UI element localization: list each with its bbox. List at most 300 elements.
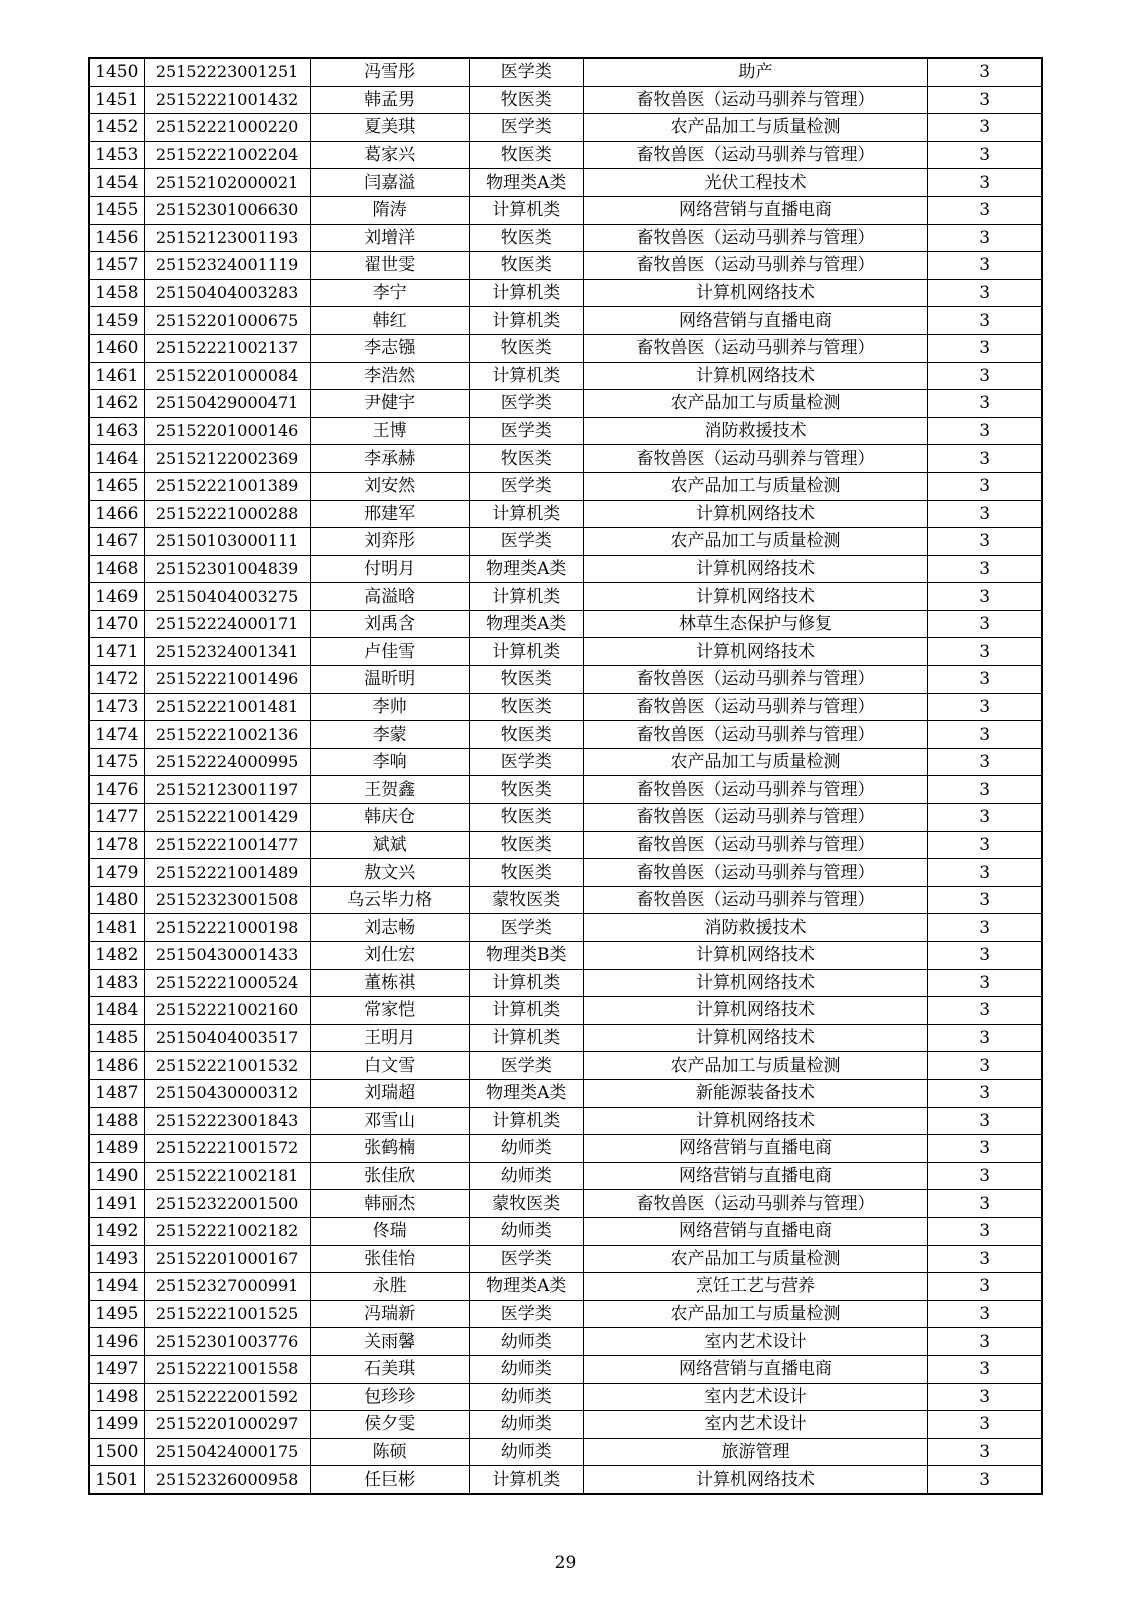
major-cell: 计算机网络技术 <box>583 997 928 1025</box>
major-cell: 计算机网络技术 <box>583 500 928 528</box>
row-number-cell: 1458 <box>89 279 144 307</box>
major-cell: 畜牧兽医（运动马驯养与管理） <box>583 859 928 887</box>
category-cell: 医学类 <box>469 748 583 776</box>
category-cell: 蒙牧医类 <box>469 886 583 914</box>
major-cell: 农产品加工与质量检测 <box>583 748 928 776</box>
student-id-cell: 25150404003283 <box>144 279 310 307</box>
student-id-cell: 25152221001525 <box>144 1300 310 1328</box>
name-cell: 王贺鑫 <box>310 776 469 804</box>
name-cell: 李浩然 <box>310 362 469 390</box>
score-cell: 3 <box>928 196 1042 224</box>
table-row <box>89 638 1042 666</box>
name-cell: 韩孟男 <box>310 86 469 114</box>
name-cell: 乌云毕力格 <box>310 886 469 914</box>
table-row <box>89 86 1042 114</box>
category-cell: 计算机类 <box>469 279 583 307</box>
student-id-cell: 25152221001481 <box>144 693 310 721</box>
score-cell: 3 <box>928 1052 1042 1080</box>
table-row <box>89 886 1042 914</box>
category-cell: 医学类 <box>469 114 583 142</box>
score-cell: 3 <box>928 1438 1042 1466</box>
row-number-cell: 1450 <box>89 58 144 86</box>
table-row <box>89 693 1042 721</box>
name-cell: 李响 <box>310 748 469 776</box>
name-cell: 董栋祺 <box>310 969 469 997</box>
score-cell: 3 <box>928 859 1042 887</box>
row-number-cell: 1459 <box>89 307 144 335</box>
table-row <box>89 169 1042 197</box>
major-cell: 畜牧兽医（运动马驯养与管理） <box>583 1190 928 1218</box>
score-cell: 3 <box>928 776 1042 804</box>
name-cell: 敖文兴 <box>310 859 469 887</box>
major-cell: 计算机网络技术 <box>583 969 928 997</box>
name-cell: 李帅 <box>310 693 469 721</box>
table-row <box>89 1273 1042 1301</box>
row-number-cell: 1462 <box>89 390 144 418</box>
category-cell: 计算机类 <box>469 307 583 335</box>
category-cell: 幼师类 <box>469 1411 583 1439</box>
row-number-cell: 1492 <box>89 1217 144 1245</box>
category-cell: 医学类 <box>469 1300 583 1328</box>
table-row <box>89 1217 1042 1245</box>
major-cell: 网络营销与直播电商 <box>583 1217 928 1245</box>
student-id-cell: 25152223001843 <box>144 1107 310 1135</box>
category-cell: 牧医类 <box>469 86 583 114</box>
score-cell: 3 <box>928 252 1042 280</box>
major-cell: 农产品加工与质量检测 <box>583 472 928 500</box>
row-number-cell: 1482 <box>89 942 144 970</box>
category-cell: 医学类 <box>469 58 583 86</box>
category-cell: 医学类 <box>469 528 583 556</box>
name-cell: 王明月 <box>310 1024 469 1052</box>
row-number-cell: 1487 <box>89 1079 144 1107</box>
table-row <box>89 721 1042 749</box>
major-cell: 农产品加工与质量检测 <box>583 528 928 556</box>
student-id-cell: 25152221000198 <box>144 914 310 942</box>
score-cell: 3 <box>928 1135 1042 1163</box>
student-id-cell: 25152201000675 <box>144 307 310 335</box>
table-row <box>89 1383 1042 1411</box>
major-cell: 畜牧兽医（运动马驯养与管理） <box>583 666 928 694</box>
major-cell: 室内艺术设计 <box>583 1328 928 1356</box>
name-cell: 张佳欣 <box>310 1162 469 1190</box>
name-cell: 石美琪 <box>310 1355 469 1383</box>
category-cell: 幼师类 <box>469 1135 583 1163</box>
table-row <box>89 390 1042 418</box>
name-cell: 葛家兴 <box>310 141 469 169</box>
major-cell: 畜牧兽医（运动马驯养与管理） <box>583 804 928 832</box>
table-row <box>89 1355 1042 1383</box>
name-cell: 刘志畅 <box>310 914 469 942</box>
major-cell: 农产品加工与质量检测 <box>583 114 928 142</box>
category-cell: 牧医类 <box>469 224 583 252</box>
student-id-cell: 25152221002182 <box>144 1217 310 1245</box>
student-id-cell: 25150430001433 <box>144 942 310 970</box>
table-row <box>89 472 1042 500</box>
score-cell: 3 <box>928 1190 1042 1218</box>
name-cell: 包珍珍 <box>310 1383 469 1411</box>
student-id-cell: 25152123001193 <box>144 224 310 252</box>
row-number-cell: 1489 <box>89 1135 144 1163</box>
row-number-cell: 1463 <box>89 417 144 445</box>
score-cell: 3 <box>928 555 1042 583</box>
major-cell: 网络营销与直播电商 <box>583 1355 928 1383</box>
row-number-cell: 1465 <box>89 472 144 500</box>
student-id-cell: 25152221001489 <box>144 859 310 887</box>
student-id-cell: 25152324001119 <box>144 252 310 280</box>
student-id-cell: 25150404003517 <box>144 1024 310 1052</box>
table-row <box>89 748 1042 776</box>
table-row <box>89 224 1042 252</box>
row-number-cell: 1480 <box>89 886 144 914</box>
score-cell: 3 <box>928 169 1042 197</box>
row-number-cell: 1479 <box>89 859 144 887</box>
major-cell: 农产品加工与质量检测 <box>583 1245 928 1273</box>
major-cell: 网络营销与直播电商 <box>583 196 928 224</box>
score-cell: 3 <box>928 1273 1042 1301</box>
student-id-cell: 25152201000297 <box>144 1411 310 1439</box>
student-id-cell: 25150430000312 <box>144 1079 310 1107</box>
category-cell: 医学类 <box>469 914 583 942</box>
row-number-cell: 1484 <box>89 997 144 1025</box>
name-cell: 陈硕 <box>310 1438 469 1466</box>
major-cell: 网络营销与直播电商 <box>583 1135 928 1163</box>
score-cell: 3 <box>928 1217 1042 1245</box>
category-cell: 医学类 <box>469 390 583 418</box>
table-row <box>89 1438 1042 1466</box>
name-cell: 永胜 <box>310 1273 469 1301</box>
major-cell: 计算机网络技术 <box>583 279 928 307</box>
major-cell: 畜牧兽医（运动马驯养与管理） <box>583 721 928 749</box>
student-id-cell: 25152221001532 <box>144 1052 310 1080</box>
row-number-cell: 1452 <box>89 114 144 142</box>
major-cell: 光伏工程技术 <box>583 169 928 197</box>
row-number-cell: 1457 <box>89 252 144 280</box>
category-cell: 幼师类 <box>469 1355 583 1383</box>
category-cell: 牧医类 <box>469 141 583 169</box>
table-row <box>89 1135 1042 1163</box>
category-cell: 牧医类 <box>469 804 583 832</box>
name-cell: 王博 <box>310 417 469 445</box>
student-id-cell: 25152221000524 <box>144 969 310 997</box>
table-row <box>89 969 1042 997</box>
table-row <box>89 1328 1042 1356</box>
category-cell: 物理类A类 <box>469 555 583 583</box>
category-cell: 计算机类 <box>469 997 583 1025</box>
name-cell: 翟世雯 <box>310 252 469 280</box>
row-number-cell: 1461 <box>89 362 144 390</box>
score-cell: 3 <box>928 1411 1042 1439</box>
table-row <box>89 804 1042 832</box>
table-row <box>89 1245 1042 1273</box>
row-number-cell: 1488 <box>89 1107 144 1135</box>
major-cell: 计算机网络技术 <box>583 583 928 611</box>
student-id-cell: 25152224000995 <box>144 748 310 776</box>
table-row <box>89 141 1042 169</box>
score-cell: 3 <box>928 583 1042 611</box>
student-id-cell: 25152222001592 <box>144 1383 310 1411</box>
row-number-cell: 1460 <box>89 334 144 362</box>
name-cell: 冯雪彤 <box>310 58 469 86</box>
table-row <box>89 555 1042 583</box>
major-cell: 畜牧兽医（运动马驯养与管理） <box>583 141 928 169</box>
name-cell: 张佳怡 <box>310 1245 469 1273</box>
major-cell: 畜牧兽医（运动马驯养与管理） <box>583 334 928 362</box>
row-number-cell: 1499 <box>89 1411 144 1439</box>
major-cell: 计算机网络技术 <box>583 362 928 390</box>
score-cell: 3 <box>928 307 1042 335</box>
major-cell: 旅游管理 <box>583 1438 928 1466</box>
name-cell: 邓雪山 <box>310 1107 469 1135</box>
student-id-cell: 25152301004839 <box>144 555 310 583</box>
category-cell: 物理类A类 <box>469 1079 583 1107</box>
table-row <box>89 831 1042 859</box>
score-cell: 3 <box>928 666 1042 694</box>
category-cell: 幼师类 <box>469 1217 583 1245</box>
major-cell: 计算机网络技术 <box>583 638 928 666</box>
name-cell: 韩庆仓 <box>310 804 469 832</box>
score-cell: 3 <box>928 334 1042 362</box>
category-cell: 计算机类 <box>469 583 583 611</box>
row-number-cell: 1497 <box>89 1355 144 1383</box>
score-cell: 3 <box>928 1079 1042 1107</box>
major-cell: 消防救援技术 <box>583 914 928 942</box>
table-row <box>89 1190 1042 1218</box>
table-row <box>89 334 1042 362</box>
row-number-cell: 1498 <box>89 1383 144 1411</box>
category-cell: 牧医类 <box>469 334 583 362</box>
student-id-cell: 25152102000021 <box>144 169 310 197</box>
category-cell: 计算机类 <box>469 1466 583 1494</box>
name-cell: 刘弈彤 <box>310 528 469 556</box>
score-cell: 3 <box>928 1383 1042 1411</box>
score-cell: 3 <box>928 1300 1042 1328</box>
category-cell: 牧医类 <box>469 693 583 721</box>
category-cell: 物理类A类 <box>469 1273 583 1301</box>
major-cell: 消防救援技术 <box>583 417 928 445</box>
student-id-cell: 25152221001477 <box>144 831 310 859</box>
name-cell: 李蒙 <box>310 721 469 749</box>
category-cell: 蒙牧医类 <box>469 1190 583 1218</box>
student-id-cell: 25152221002204 <box>144 141 310 169</box>
row-number-cell: 1481 <box>89 914 144 942</box>
name-cell: 刘仕宏 <box>310 942 469 970</box>
major-cell: 畜牧兽医（运动马驯养与管理） <box>583 86 928 114</box>
student-id-cell: 25152327000991 <box>144 1273 310 1301</box>
student-id-cell: 25152322001500 <box>144 1190 310 1218</box>
row-number-cell: 1483 <box>89 969 144 997</box>
major-cell: 林草生态保护与修复 <box>583 610 928 638</box>
score-cell: 3 <box>928 1245 1042 1273</box>
score-cell: 3 <box>928 390 1042 418</box>
category-cell: 医学类 <box>469 472 583 500</box>
table-row <box>89 500 1042 528</box>
score-cell: 3 <box>928 114 1042 142</box>
row-number-cell: 1490 <box>89 1162 144 1190</box>
student-id-cell: 25152301003776 <box>144 1328 310 1356</box>
major-cell: 新能源装备技术 <box>583 1079 928 1107</box>
name-cell: 温昕明 <box>310 666 469 694</box>
name-cell: 常家恺 <box>310 997 469 1025</box>
row-number-cell: 1471 <box>89 638 144 666</box>
name-cell: 闫嘉溢 <box>310 169 469 197</box>
table-row <box>89 942 1042 970</box>
name-cell: 刘安然 <box>310 472 469 500</box>
student-id-cell: 25152221002160 <box>144 997 310 1025</box>
student-id-cell: 25152221001496 <box>144 666 310 694</box>
category-cell: 计算机类 <box>469 1024 583 1052</box>
name-cell: 卢佳雪 <box>310 638 469 666</box>
major-cell: 农产品加工与质量检测 <box>583 1300 928 1328</box>
score-cell: 3 <box>928 804 1042 832</box>
major-cell: 助产 <box>583 58 928 86</box>
major-cell: 农产品加工与质量检测 <box>583 390 928 418</box>
major-cell: 畜牧兽医（运动马驯养与管理） <box>583 693 928 721</box>
name-cell: 刘瑞超 <box>310 1079 469 1107</box>
score-cell: 3 <box>928 141 1042 169</box>
score-cell: 3 <box>928 997 1042 1025</box>
category-cell: 计算机类 <box>469 500 583 528</box>
category-cell: 医学类 <box>469 417 583 445</box>
score-cell: 3 <box>928 445 1042 473</box>
table-row <box>89 859 1042 887</box>
student-id-cell: 25152221002137 <box>144 334 310 362</box>
name-cell: 白文雪 <box>310 1052 469 1080</box>
major-cell: 畜牧兽医（运动马驯养与管理） <box>583 831 928 859</box>
score-cell: 3 <box>928 886 1042 914</box>
row-number-cell: 1477 <box>89 804 144 832</box>
score-cell: 3 <box>928 942 1042 970</box>
category-cell: 物理类A类 <box>469 610 583 638</box>
category-cell: 计算机类 <box>469 969 583 997</box>
row-number-cell: 1491 <box>89 1190 144 1218</box>
table-row <box>89 776 1042 804</box>
table-row <box>89 196 1042 224</box>
student-id-cell: 25152221000288 <box>144 500 310 528</box>
row-number-cell: 1476 <box>89 776 144 804</box>
score-cell: 3 <box>928 1355 1042 1383</box>
category-cell: 幼师类 <box>469 1383 583 1411</box>
category-cell: 幼师类 <box>469 1438 583 1466</box>
table-row <box>89 114 1042 142</box>
score-cell: 3 <box>928 693 1042 721</box>
student-id-cell: 25152221001432 <box>144 86 310 114</box>
page-number: 29 <box>554 1553 577 1573</box>
row-number-cell: 1486 <box>89 1052 144 1080</box>
name-cell: 李志镪 <box>310 334 469 362</box>
name-cell: 韩丽杰 <box>310 1190 469 1218</box>
category-cell: 计算机类 <box>469 1107 583 1135</box>
admission-list-table <box>88 57 1043 1495</box>
student-id-cell: 25152201000084 <box>144 362 310 390</box>
category-cell: 牧医类 <box>469 859 583 887</box>
score-cell: 3 <box>928 58 1042 86</box>
major-cell: 计算机网络技术 <box>583 1107 928 1135</box>
category-cell: 计算机类 <box>469 196 583 224</box>
score-cell: 3 <box>928 610 1042 638</box>
table-row <box>89 914 1042 942</box>
row-number-cell: 1467 <box>89 528 144 556</box>
score-cell: 3 <box>928 1107 1042 1135</box>
student-id-cell: 25152201000167 <box>144 1245 310 1273</box>
name-cell: 尹健宇 <box>310 390 469 418</box>
student-id-cell: 25152221002181 <box>144 1162 310 1190</box>
table-row <box>89 445 1042 473</box>
row-number-cell: 1475 <box>89 748 144 776</box>
student-id-cell: 25152123001197 <box>144 776 310 804</box>
table-row <box>89 307 1042 335</box>
name-cell: 李承赫 <box>310 445 469 473</box>
table-row <box>89 666 1042 694</box>
row-number-cell: 1474 <box>89 721 144 749</box>
major-cell: 畜牧兽医（运动马驯养与管理） <box>583 886 928 914</box>
major-cell: 计算机网络技术 <box>583 1466 928 1494</box>
row-number-cell: 1472 <box>89 666 144 694</box>
table-row <box>89 58 1042 86</box>
major-cell: 计算机网络技术 <box>583 942 928 970</box>
name-cell: 任巨彬 <box>310 1466 469 1494</box>
student-id-cell: 25152221001389 <box>144 472 310 500</box>
score-cell: 3 <box>928 969 1042 997</box>
student-id-cell: 25152201000146 <box>144 417 310 445</box>
student-id-cell: 25152221000220 <box>144 114 310 142</box>
row-number-cell: 1455 <box>89 196 144 224</box>
row-number-cell: 1454 <box>89 169 144 197</box>
student-id-cell: 25152326000958 <box>144 1466 310 1494</box>
row-number-cell: 1493 <box>89 1245 144 1273</box>
row-number-cell: 1485 <box>89 1024 144 1052</box>
score-cell: 3 <box>928 500 1042 528</box>
name-cell: 隋涛 <box>310 196 469 224</box>
major-cell: 室内艺术设计 <box>583 1411 928 1439</box>
score-cell: 3 <box>928 831 1042 859</box>
student-id-cell: 25152224000171 <box>144 610 310 638</box>
student-id-cell: 25152324001341 <box>144 638 310 666</box>
category-cell: 牧医类 <box>469 721 583 749</box>
row-number-cell: 1464 <box>89 445 144 473</box>
table-row <box>89 1466 1042 1494</box>
name-cell: 佟瑞 <box>310 1217 469 1245</box>
student-id-cell: 25152301006630 <box>144 196 310 224</box>
row-number-cell: 1494 <box>89 1273 144 1301</box>
table-row <box>89 1107 1042 1135</box>
student-id-cell: 25152223001251 <box>144 58 310 86</box>
student-id-cell: 25150429000471 <box>144 390 310 418</box>
table-body <box>89 58 1042 1494</box>
row-number-cell: 1473 <box>89 693 144 721</box>
table-row <box>89 1079 1042 1107</box>
score-cell: 3 <box>928 638 1042 666</box>
category-cell: 牧医类 <box>469 252 583 280</box>
name-cell: 斌斌 <box>310 831 469 859</box>
table-row <box>89 1300 1042 1328</box>
score-cell: 3 <box>928 1024 1042 1052</box>
table-row <box>89 1162 1042 1190</box>
name-cell: 刘禹含 <box>310 610 469 638</box>
table-row <box>89 1052 1042 1080</box>
score-cell: 3 <box>928 528 1042 556</box>
major-cell: 农产品加工与质量检测 <box>583 1052 928 1080</box>
name-cell: 邢建军 <box>310 500 469 528</box>
score-cell: 3 <box>928 362 1042 390</box>
student-id-cell: 25152221001558 <box>144 1355 310 1383</box>
major-cell: 网络营销与直播电商 <box>583 307 928 335</box>
row-number-cell: 1453 <box>89 141 144 169</box>
major-cell: 畜牧兽医（运动马驯养与管理） <box>583 776 928 804</box>
category-cell: 牧医类 <box>469 776 583 804</box>
major-cell: 网络营销与直播电商 <box>583 1162 928 1190</box>
name-cell: 刘增洋 <box>310 224 469 252</box>
